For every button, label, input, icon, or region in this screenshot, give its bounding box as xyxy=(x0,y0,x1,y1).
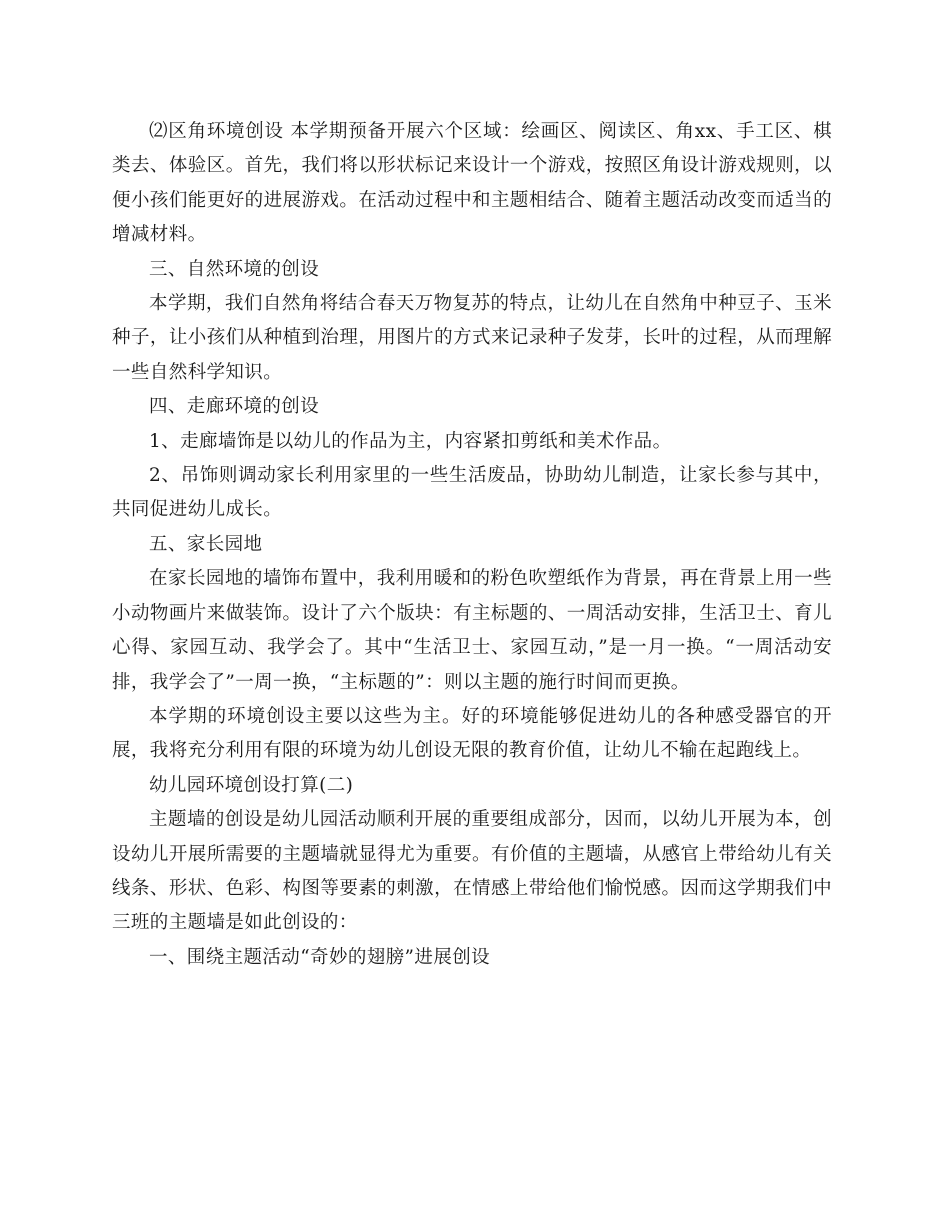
paragraph-semester-summary: 本学期的环境创设主要以这些为主。好的环境能够促进幼儿的各种感受器官的开展，我将充分利用有限的环境为幼儿创设无限的教育价值，让幼儿不输在起跑线上。 xyxy=(112,705,832,762)
heading-natural-environment: 三、自然环境的创设 xyxy=(149,258,320,280)
section-title-plan-two: 幼儿园环境创设打算(二) xyxy=(149,774,354,796)
paragraph-parent-garden: 在家长园地的墙饰布置中，我利用暖和的粉色吹塑纸作为背景，再在背景上用一些小动物画片来做装饰。设计了六个版块：有主标题的、一周活动安排，生活卫士、育儿心得、家园互动、我学会了。其中“生活卫士、家园互动，”是一月一换。“一周活动安排，我学会了”一周一换，“主标题的”：则以主题的施行时间而更换。 xyxy=(112,568,832,693)
paragraph-corridor-hanging: 2、吊饰则调动家长利用家里的一些生活废品，协助幼儿制造，让家长参与其中，共同促进幼儿成长。 xyxy=(112,465,832,521)
paragraph-corridor-wall: 1、走廊墙饰是以幼儿的作品为主，内容紧扣剪纸和美术作品。 xyxy=(149,430,672,452)
paragraph-theme-wall: 主题墙的创设是幼儿园活动顺利开展的重要组成部分，因而，以幼儿开展为本，创设幼儿开展所需要的主题墙就显得尤为重要。有价值的主题墙，从感官上带给幼儿有关线条、形状、色彩、构图等要素的刺激，在情感上带给他们愉悦感。因而这学期我们中三班的主题墙是如此创设的： xyxy=(112,809,832,934)
heading-theme-activity: 一、围绕主题活动“奇妙的翅膀”进展创设 xyxy=(149,946,491,968)
heading-parent-garden: 五、家长园地 xyxy=(149,533,263,555)
heading-corridor-environment: 四、走廊环境的创设 xyxy=(149,396,320,418)
paragraph-corner-environment: ⑵区角环境创设 本学期预备开展六个区域：绘画区、阅读区、角xx、手工区、棋类去、体验区。首先，我们将以形状标记来设计一个游戏，按照区角设计游戏规则，以便小孩们能更好的进展游戏。在活动过程中和主题相结合、随着主题活动改变而适当的增减材料。 xyxy=(112,121,832,246)
paragraph-natural-environment: 本学期，我们自然角将结合春天万物复苏的特点，让幼儿在自然角中种豆子、玉米种子，让小孩们从种植到治理，用图片的方式来记录种子发芽，长叶的过程，从而理解一些自然科学知识。 xyxy=(112,293,832,383)
document-body xyxy=(112,115,832,975)
